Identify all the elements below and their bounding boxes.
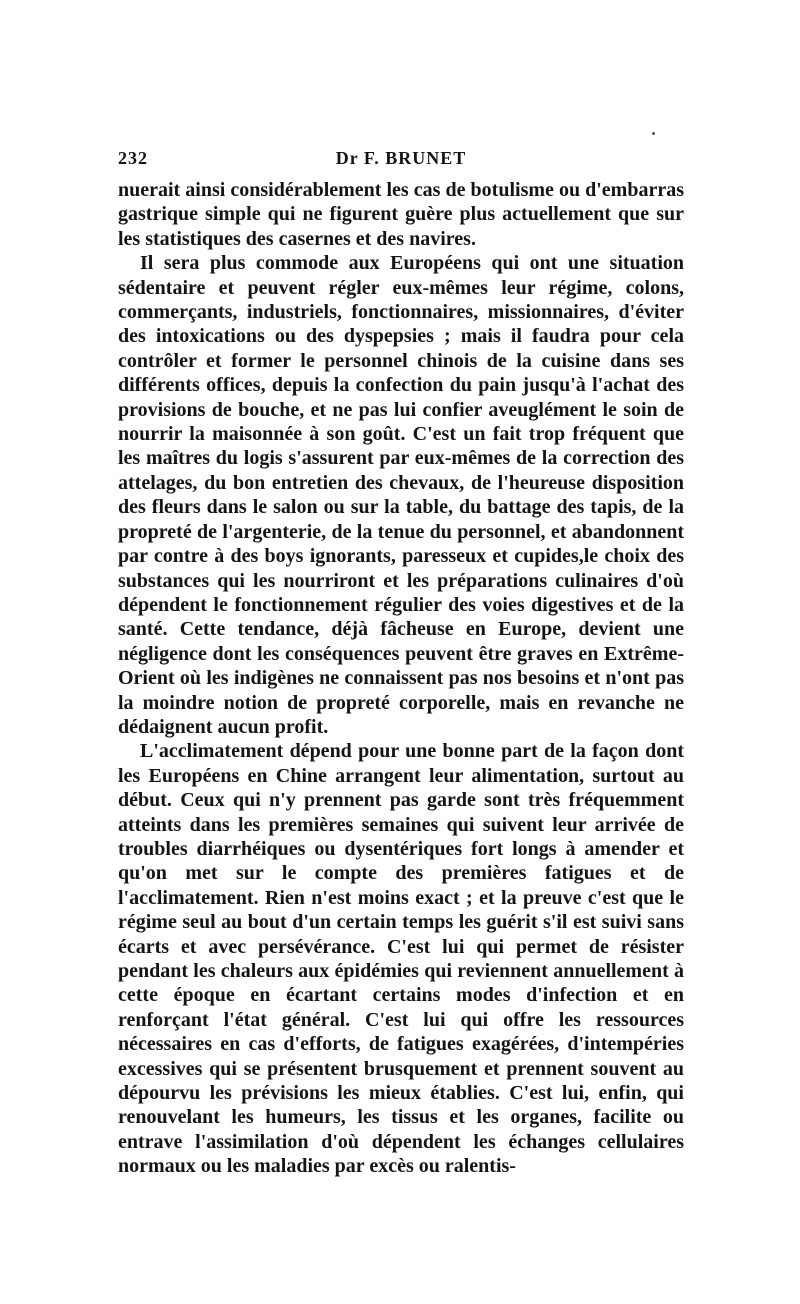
page-header: [118, 148, 684, 174]
running-head: Dr F. BRUNET: [335, 148, 467, 168]
page-number: 232: [118, 148, 148, 168]
body-text: [118, 178, 684, 1179]
paragraph-continued: nuerait ainsi considérablement les cas de botulisme ou d'embarras gastrique simple qui ne figurent guère plus actuellement que sur les statistiques des casernes et des navires.: [118, 179, 684, 250]
paragraph-acclimatement: L'acclimatement dépend pour une bonne part de la façon dont les Européens en Chine arrangent leur alimentation, surtout au début. Ceux qui n'y prennent pas garde sont très fréquemment atteints dans les premières semaines qui suivent leur arrivée de troubles diarrhéiques ou dysentériques fort longs à amender et qu'on met sur le compte des premières fatigues et de l'acclimatement. Rien n'est moins exact ; et la preuve c'est que le régime seul au bout d'un certain temps les guérit s'il est suivi sans écarts et avec persévérance. C'est lui qui permet de résister pendant les chaleurs aux épidémies qui reviennent annuellement à cette époque en écartant certains modes d'infection et en renforçant l'état général. C'est lui qui offre les ressources nécessaires en cas d'efforts, de fatigues exagérées, d'intempéries excessives qui se présentent brusquement et prennent souvent au dépourvu les prévisions les mieux établies. C'est lui, enfin, qui renouvelant les humeurs, les tissus et les organes, facilite ou entrave l'assimilation d'où dépendent les échanges cellulaires normaux ou les maladies par excès ou ralentis-: [118, 740, 684, 1178]
ink-speck: [652, 132, 655, 135]
paragraph-european-diet: Il sera plus commode aux Européens qui ont une situation sédentaire et peuvent régler eux-mêmes leur régime, colons, commerçants, industriels, fonctionnaires, missionnaires, d'éviter des intoxications ou des dyspepsies ; mais il faudra pour cela contrôler et former le personnel chinois de la cuisine dans ses différents offices, depuis la confection du pain jusqu'à l'achat des provisions de bouche, et ne pas lui confier aveuglément le soin de nourrir la maisonnée à son goût. C'est un fait trop fréquent que les maîtres du logis s'assurent par eux-mêmes de la correction des attelages, du bon entretien des chevaux, de l'heureuse disposition des fleurs dans le salon ou sur la table, du battage des tapis, de la propreté de l'argenterie, de la tenue du personnel, et abandonnent par contre à des boys ignorants, paresseux et cupides,le choix des substances qui les nourriront et les préparations culinaires d'où dépendent le fonctionnement régulier des voies digestives et de la santé. Cette tendance, déjà fâcheuse en Europe, devient une négligence dont les conséquences peuvent être graves en Extrême-Orient où les indigènes ne connaissent pas nos besoins et n'ont pas la moindre notion de propreté corporelle, mais en revanche ne dédaignent aucun profit.: [118, 252, 684, 738]
